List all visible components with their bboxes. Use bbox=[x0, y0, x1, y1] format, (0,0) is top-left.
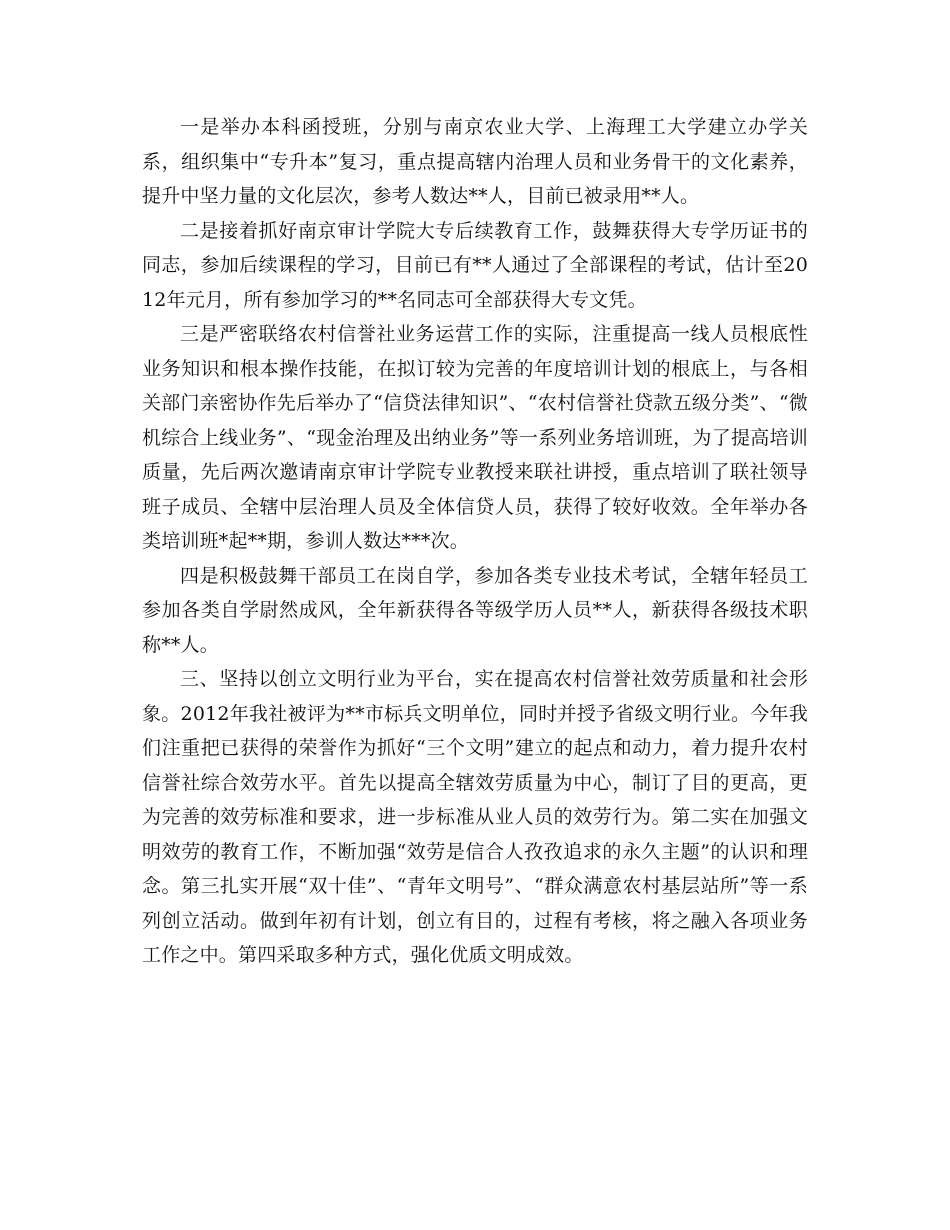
paragraph-2: 二是接着抓好南京审计学院大专后续教育工作，鼓舞获得大专学历证书的同志，参加后续课程的学习，目前已有**人通过了全部课程的考试，估计至2012年元月，所有参加学习的**名同志可全部获得大专文凭。 bbox=[142, 219, 808, 311]
paragraph-5: 三、坚持以创立文明行业为平台，实在提高农村信誉社效劳质量和社会形象。2012年我社被评为**市标兵文明单位，同时并授予省级文明行业。今年我们注重把已获得的荣誉作为抓好“三个文明”建立的起点和动力，着力提升农村信誉社综合效劳水平。首先以提高全辖效劳质量为中心，制订了目的更高，更为完善的效劳标准和要求，进一步标准从业人员的效劳行为。第二实在加强文明效劳的教育工作，不断加强“效劳是信合人孜孜追求的永久主题”的认识和理念。第三扎实开展“双十佳”、“青年文明号”、“群众满意农村基层站所”等一系列创立活动。做到年初有计划，创立有目的，过程有考核，将之融入各项业务工作之中。第四采取多种方式，强化优质文明成效。 bbox=[142, 668, 808, 966]
paragraph-3: 三是严密联络农村信誉社业务运营工作的实际，注重提高一线人员根底性业务知识和根本操作技能，在拟订较为完善的年度培训计划的根底上，与各相关部门亲密协作先后举办了“信贷法律知识”、“农村信誉社贷款五级分类”、“微机综合上线业务”、“现金治理及出纳业务”等一系列业务培训班，为了提高培训质量，先后两次邀请南京审计学院专业教授来联社讲授，重点培训了联社领导班子成员、全辖中层治理人员及全体信贷人员，获得了较好收效。全年举办各类培训班*起**期，参训人数达***次。 bbox=[142, 323, 808, 552]
document-body bbox=[142, 110, 808, 973]
paragraph-4: 四是积极鼓舞干部员工在岗自学，参加各类专业技术考试，全辖年轻员工参加各类自学尉然成风，全年新获得各等级学历人员**人，新获得各级技术职称**人。 bbox=[142, 564, 808, 656]
paragraph-1: 一是举办本科函授班，分别与南京农业大学、上海理工大学建立办学关系，组织集中“专升本”复习，重点提高辖内治理人员和业务骨干的文化素养，提升中坚力量的文化层次，参考人数达**人，目前已被录用**人。 bbox=[142, 116, 808, 207]
